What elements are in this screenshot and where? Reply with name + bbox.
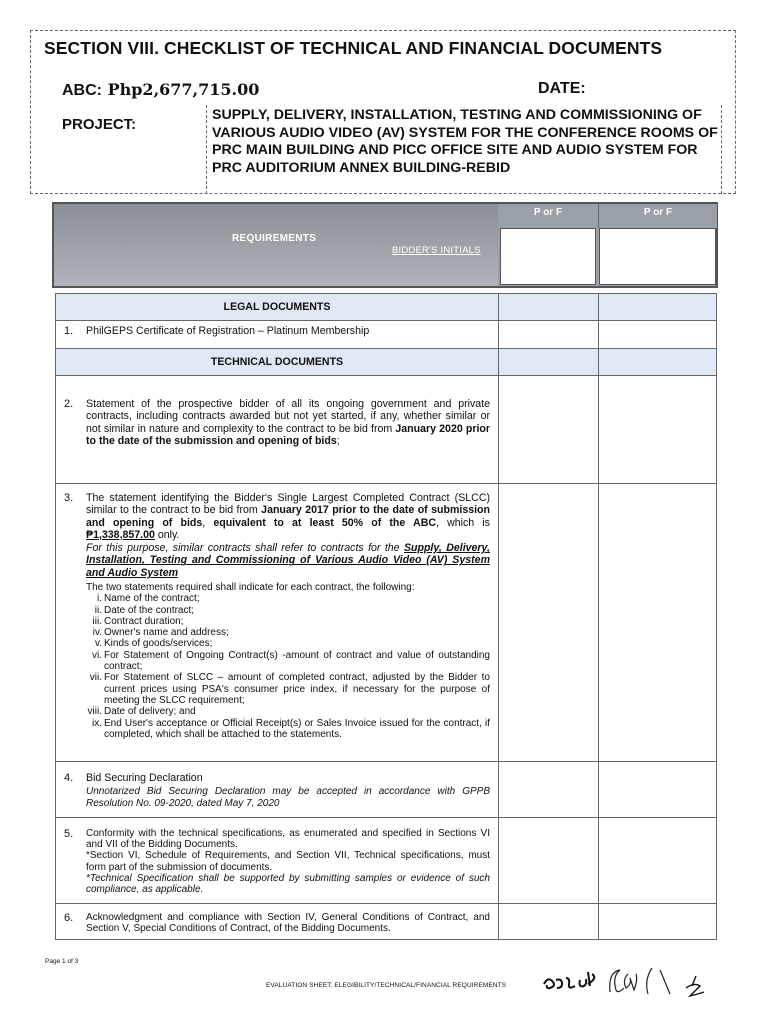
sublist-numeral: i. [97, 593, 102, 605]
table-row [56, 762, 717, 818]
sublist-numeral: iv. [92, 627, 102, 639]
item-text-bold: January 2020 prior to the date of the submission and opening of bids [86, 422, 491, 447]
requirements-sublist [86, 593, 490, 740]
pass-fail-header-2: P or F [598, 204, 717, 228]
sublist-item [86, 605, 490, 616]
slcc-amount: ₱1,338,857.00 [86, 528, 155, 541]
table-row [56, 321, 717, 349]
pf-cell[interactable] [599, 484, 717, 762]
item-text: PhilGEPS Certificate of Registration – Platinum Membership [86, 325, 370, 337]
sublist-text: For Statement of SLCC – amount of completed contract, adjusted by the Bidder to current prices using PSA's consumer price index, if necessary for the purpose of meeting the SLCC requirement; [104, 672, 490, 706]
requirement-6 [56, 904, 499, 940]
pf-cell[interactable] [499, 294, 599, 321]
item-number: 4. [64, 772, 74, 784]
project-label: PROJECT: [62, 116, 137, 133]
item-text-bold: Supply, Delivery, Installation, Testing and Commissioning of Various Audio Video (AV) System and Audio System [86, 542, 490, 579]
requirement-3 [56, 484, 499, 762]
item-number: 6. [64, 912, 74, 924]
item-text-bold: January 2017 prior to the date of submission and opening of bids [86, 504, 490, 529]
item-text: For this purpose, similar contracts shall refer to contracts for the [86, 542, 404, 555]
section-technical-documents: TECHNICAL DOCUMENTS [56, 349, 499, 376]
checklist-table [55, 293, 717, 940]
sublist-item [86, 593, 490, 604]
pf-cell[interactable] [599, 904, 717, 940]
sublist-text: Kinds of goods/services; [104, 638, 213, 650]
item-paragraph: *Section VI, Schedule of Requirements, and Section VII, Technical specifications, must form part of the submission of documents. [86, 850, 490, 873]
sublist-numeral: vi. [92, 649, 102, 661]
pf-cell[interactable] [499, 376, 599, 484]
pass-fail-header-1: P or F [498, 204, 598, 228]
sublist-numeral: ix. [92, 717, 102, 729]
item-paragraph [86, 542, 490, 579]
section-row-technical [56, 349, 717, 376]
pf-cell[interactable] [599, 294, 717, 321]
initials-cell-1[interactable] [500, 228, 596, 285]
sublist-item [86, 627, 490, 638]
item-number: 2. [64, 398, 74, 410]
pf-cell[interactable] [599, 818, 717, 904]
requirement-4 [56, 762, 499, 818]
sublist-text: Contract duration; [104, 615, 184, 627]
abc-label: ABC: [62, 82, 102, 99]
item-text: ; [336, 434, 340, 447]
abc-line [62, 80, 259, 100]
item-text: The statement identifying the Bidder's Single Largest Completed Contract (SLCC) similar to the contract to be bid from [86, 492, 490, 517]
table-row [56, 818, 717, 904]
item-text: Statement of the prospective bidder of all its ongoing government and private contracts, including contracts awarded but not yet started, if any, whether similar or not similar in nature and complexity to the contract to be bid from [86, 398, 490, 435]
sublist-item [86, 638, 490, 649]
initials-cell-2[interactable] [599, 228, 716, 285]
item-paragraph: Conformity with the technical specifications, as enumerated and specified in Sections VI and VII of the Bidding Documents. [86, 828, 490, 851]
table-row [56, 484, 717, 762]
pf-cell[interactable] [599, 762, 717, 818]
requirements-header: REQUIREMENTS [232, 233, 317, 244]
sublist-item [86, 718, 490, 741]
pf-cell[interactable] [499, 904, 599, 940]
item-text: only. [154, 528, 180, 541]
sublist-item [86, 672, 490, 706]
pf-cell[interactable] [599, 376, 717, 484]
sublist-numeral: ii. [94, 604, 102, 616]
pf-cell[interactable] [499, 349, 599, 376]
sublist-item [86, 650, 490, 673]
abc-value: Php2,677,715.00 [107, 80, 260, 99]
sublist-text: Name of the contract; [104, 593, 200, 605]
pf-cell[interactable] [599, 349, 717, 376]
item-text: Acknowledgment and compliance with Section IV, General Conditions of Contract, and Section V, Special Conditions of Contract, of the Bidding Documents. [86, 912, 490, 935]
footer-title: EVALUATION SHEET: ELEGIBILITY/TECHNICAL/FINANCIAL REQUIREMENTS [266, 982, 507, 989]
sublist-text: Date of the contract; [104, 604, 195, 616]
item-paragraph [86, 492, 490, 541]
sublist-text: Owner's name and address; [104, 627, 229, 639]
section-legal-documents: LEGAL DOCUMENTS [56, 294, 499, 321]
pf-cell[interactable] [499, 321, 599, 349]
item-text: , [202, 516, 214, 529]
sublist-text: End User's acceptance or Official Receipt(s) or Sales Invoice issued for the contract, if completed, which shall be attached to the statements. [104, 717, 490, 740]
sublist-numeral: v. [94, 638, 102, 650]
requirement-1 [56, 321, 499, 349]
requirement-2 [56, 376, 499, 484]
sublist-numeral: iii. [92, 615, 102, 627]
item-number: 1. [64, 325, 74, 337]
pf-cell[interactable] [499, 762, 599, 818]
sublist-item [86, 706, 490, 717]
sublist-numeral: vii. [89, 672, 102, 684]
pf-cell[interactable] [499, 818, 599, 904]
item-paragraph: *Technical Specification shall be supported by submitting samples or evidence of such compliance, as applicable. [86, 872, 490, 896]
section-title: SECTION VIII. CHECKLIST OF TECHNICAL AND FINANCIAL DOCUMENTS [44, 38, 663, 58]
requirement-5 [56, 818, 499, 904]
item-text: , which is [436, 516, 490, 529]
page-number: Page 1 of 3 [45, 958, 79, 965]
sublist-text: Date of delivery; and [104, 706, 196, 718]
section-row-legal [56, 294, 717, 321]
item-note: Unnotarized Bid Securing Declaration may be accepted in accordance with GPPB Resolution No. 09-2020, dated May 7, 2020 [86, 786, 490, 809]
table-row [56, 904, 717, 940]
sublist-numeral: viii. [87, 706, 102, 718]
sublist-item [86, 616, 490, 627]
bidders-initials-header: BIDDER'S INITIALS [392, 245, 481, 256]
item-number: 3. [64, 492, 74, 504]
project-title: SUPPLY, DELIVERY, INSTALLATION, TESTING AND COMMISSIONING OF VARIOUS AUDIO VIDEO (AV) SYSTEM FOR THE CONFERENCE ROOMS OF PRC MAIN BUILDING AND PICC OFFICE SITE AND AUDIO SYSTEM FOR PRC AUDITORIUM ANNEX BUILDING-REBID [212, 107, 718, 176]
item-text-bold: equivalent to at least 50% of the ABC [213, 516, 436, 529]
item-paragraph: The two statements required shall indicate for each contract, the following: [86, 582, 415, 594]
sublist-text: For Statement of Ongoing Contract(s) -amount of contract and value of outstanding contract; [104, 649, 490, 673]
pf-cell[interactable] [599, 321, 717, 349]
table-row [56, 376, 717, 484]
item-number: 5. [64, 828, 74, 840]
pf-cell[interactable] [499, 484, 599, 762]
handwritten-initials [540, 962, 720, 1002]
item-title: Bid Securing Declaration [86, 772, 203, 784]
date-label: DATE: [538, 80, 586, 97]
